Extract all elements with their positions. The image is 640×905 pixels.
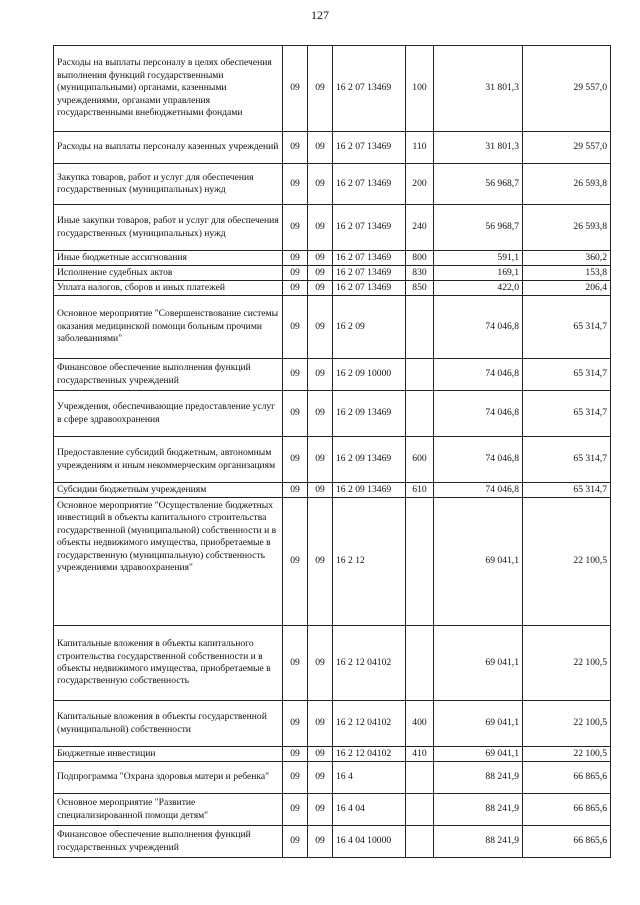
row-subsection: 09 xyxy=(308,747,333,762)
row-amount-actual: 65 314,7 xyxy=(523,437,611,483)
table-row xyxy=(54,281,611,296)
row-subsection: 09 xyxy=(308,251,333,266)
row-amount-actual: 65 314,7 xyxy=(523,391,611,437)
row-expense-type xyxy=(406,762,434,794)
budget-table xyxy=(53,45,611,858)
row-target-article: 16 2 12 04102 xyxy=(333,626,406,701)
row-amount-plan: 69 041,1 xyxy=(434,498,523,626)
table-row xyxy=(54,46,611,132)
row-subsection: 09 xyxy=(308,296,333,359)
row-name: Предоставление субсидий бюджетным, автономным учреждениям и иным некоммерческим организациям xyxy=(54,437,283,483)
row-name: Бюджетные инвестиции xyxy=(54,747,283,762)
row-section: 09 xyxy=(283,281,308,296)
table-row xyxy=(54,498,611,626)
table-row xyxy=(54,296,611,359)
row-name: Иные бюджетные ассигнования xyxy=(54,251,283,266)
row-section: 09 xyxy=(283,296,308,359)
row-section: 09 xyxy=(283,132,308,164)
table-row xyxy=(54,132,611,164)
row-expense-type xyxy=(406,826,434,858)
row-amount-actual: 66 865,6 xyxy=(523,826,611,858)
table-row xyxy=(54,205,611,251)
row-name: Субсидии бюджетным учреждениям xyxy=(54,483,283,498)
row-subsection: 09 xyxy=(308,359,333,391)
row-expense-type: 830 xyxy=(406,266,434,281)
row-amount-plan: 591,1 xyxy=(434,251,523,266)
row-target-article: 16 2 07 13469 xyxy=(333,132,406,164)
row-amount-plan: 422,0 xyxy=(434,281,523,296)
row-expense-type: 200 xyxy=(406,164,434,205)
row-amount-plan: 74 046,8 xyxy=(434,359,523,391)
row-amount-actual: 26 593,8 xyxy=(523,164,611,205)
row-target-article: 16 2 12 04102 xyxy=(333,701,406,747)
row-amount-actual: 22 100,5 xyxy=(523,747,611,762)
table-row xyxy=(54,483,611,498)
row-amount-actual: 22 100,5 xyxy=(523,626,611,701)
row-target-article: 16 2 07 13469 xyxy=(333,266,406,281)
row-section: 09 xyxy=(283,794,308,826)
table-row xyxy=(54,164,611,205)
row-amount-actual: 153,8 xyxy=(523,266,611,281)
table-row xyxy=(54,762,611,794)
row-amount-actual: 66 865,6 xyxy=(523,762,611,794)
row-amount-plan: 88 241,9 xyxy=(434,762,523,794)
row-section: 09 xyxy=(283,251,308,266)
row-target-article: 16 2 09 xyxy=(333,296,406,359)
row-name: Учреждения, обеспечивающие предоставление услуг в сфере здравоохранения xyxy=(54,391,283,437)
row-name: Уплата налогов, сборов и иных платежей xyxy=(54,281,283,296)
row-section: 09 xyxy=(283,498,308,626)
table-row xyxy=(54,826,611,858)
row-target-article: 16 2 09 13469 xyxy=(333,391,406,437)
row-amount-actual: 26 593,8 xyxy=(523,205,611,251)
row-section: 09 xyxy=(283,359,308,391)
row-expense-type: 240 xyxy=(406,205,434,251)
row-section: 09 xyxy=(283,266,308,281)
row-expense-type: 400 xyxy=(406,701,434,747)
row-section: 09 xyxy=(283,164,308,205)
row-target-article: 16 2 07 13469 xyxy=(333,46,406,132)
row-subsection: 09 xyxy=(308,498,333,626)
row-subsection: 09 xyxy=(308,437,333,483)
row-name: Расходы на выплаты персоналу в целях обеспечения выполнения функций государственными (муниципальными) органами, казенными учреждениями, органами управления государственными внебюджетными фондами xyxy=(54,46,283,132)
row-amount-plan: 56 968,7 xyxy=(434,205,523,251)
row-subsection: 09 xyxy=(308,132,333,164)
row-name: Финансовое обеспечение выполнения функций государственных учреждений xyxy=(54,359,283,391)
row-amount-plan: 56 968,7 xyxy=(434,164,523,205)
row-subsection: 09 xyxy=(308,762,333,794)
row-expense-type: 610 xyxy=(406,483,434,498)
table-row xyxy=(54,359,611,391)
row-name: Основное мероприятие "Осуществление бюджетных инвестиций в объекты капитального строительства государственной (муниципальной) собственности и в объекты недвижимого имущества, приобретаемые в государственную (муниципальную) собственность учреждениями здравоохранения" xyxy=(54,498,283,626)
row-amount-plan: 69 041,1 xyxy=(434,626,523,701)
row-target-article: 16 2 07 13469 xyxy=(333,251,406,266)
row-name: Основное мероприятие "Развитие специализированной помощи детям" xyxy=(54,794,283,826)
row-subsection: 09 xyxy=(308,794,333,826)
row-subsection: 09 xyxy=(308,266,333,281)
row-subsection: 09 xyxy=(308,701,333,747)
row-amount-actual: 66 865,6 xyxy=(523,794,611,826)
row-target-article: 16 2 09 10000 xyxy=(333,359,406,391)
page-number: 127 xyxy=(311,8,329,22)
row-name: Иные закупки товаров, работ и услуг для обеспечения государственных (муниципальных) нужд xyxy=(54,205,283,251)
row-name: Капитальные вложения в объекты государственной (муниципальной) собственности xyxy=(54,701,283,747)
row-target-article: 16 2 07 13469 xyxy=(333,281,406,296)
row-name: Финансовое обеспечение выполнения функций государственных учреждений xyxy=(54,826,283,858)
row-subsection: 09 xyxy=(308,46,333,132)
row-target-article: 16 4 04 xyxy=(333,794,406,826)
row-expense-type: 600 xyxy=(406,437,434,483)
row-amount-actual: 22 100,5 xyxy=(523,701,611,747)
row-expense-type xyxy=(406,498,434,626)
row-amount-actual: 65 314,7 xyxy=(523,296,611,359)
row-target-article: 16 2 12 xyxy=(333,498,406,626)
row-expense-type xyxy=(406,359,434,391)
table-row xyxy=(54,701,611,747)
row-amount-actual: 29 557,0 xyxy=(523,132,611,164)
row-subsection: 09 xyxy=(308,826,333,858)
row-subsection: 09 xyxy=(308,483,333,498)
row-amount-plan: 169,1 xyxy=(434,266,523,281)
table-row xyxy=(54,266,611,281)
row-subsection: 09 xyxy=(308,391,333,437)
row-expense-type xyxy=(406,794,434,826)
row-subsection: 09 xyxy=(308,626,333,701)
row-expense-type: 110 xyxy=(406,132,434,164)
row-amount-plan: 74 046,8 xyxy=(434,437,523,483)
row-amount-actual: 22 100,5 xyxy=(523,498,611,626)
row-section: 09 xyxy=(283,826,308,858)
row-target-article: 16 2 09 13469 xyxy=(333,437,406,483)
row-target-article: 16 2 07 13469 xyxy=(333,205,406,251)
row-amount-plan: 74 046,8 xyxy=(434,296,523,359)
row-target-article: 16 2 07 13469 xyxy=(333,164,406,205)
row-amount-plan: 31 801,3 xyxy=(434,132,523,164)
row-amount-plan: 74 046,8 xyxy=(434,391,523,437)
table-row xyxy=(54,251,611,266)
row-expense-type xyxy=(406,391,434,437)
table-row xyxy=(54,794,611,826)
row-subsection: 09 xyxy=(308,281,333,296)
row-section: 09 xyxy=(283,437,308,483)
row-amount-plan: 88 241,9 xyxy=(434,794,523,826)
table-row xyxy=(54,747,611,762)
row-amount-plan: 74 046,8 xyxy=(434,483,523,498)
row-expense-type: 800 xyxy=(406,251,434,266)
row-amount-plan: 69 041,1 xyxy=(434,701,523,747)
row-amount-actual: 29 557,0 xyxy=(523,46,611,132)
row-name: Основное мероприятие "Совершенствование системы оказания медицинской помощи больным прочими заболеваниями" xyxy=(54,296,283,359)
row-name: Исполнение судебных актов xyxy=(54,266,283,281)
table-row xyxy=(54,626,611,701)
row-section: 09 xyxy=(283,205,308,251)
table-row xyxy=(54,437,611,483)
row-amount-actual: 65 314,7 xyxy=(523,359,611,391)
row-name: Расходы на выплаты персоналу казенных учреждений xyxy=(54,132,283,164)
row-expense-type: 850 xyxy=(406,281,434,296)
row-amount-actual: 360,2 xyxy=(523,251,611,266)
row-target-article: 16 2 09 13469 xyxy=(333,483,406,498)
row-subsection: 09 xyxy=(308,164,333,205)
row-amount-actual: 65 314,7 xyxy=(523,483,611,498)
row-amount-plan: 88 241,9 xyxy=(434,826,523,858)
row-expense-type xyxy=(406,296,434,359)
row-section: 09 xyxy=(283,747,308,762)
row-expense-type: 410 xyxy=(406,747,434,762)
row-name: Подпрограмма "Охрана здоровья матери и ребенка" xyxy=(54,762,283,794)
row-name: Капитальные вложения в объекты капитального строительства государственной собственности и в объекты недвижимого имущества, приобретаемые в государственную собственность xyxy=(54,626,283,701)
row-name: Закупка товаров, работ и услуг для обеспечения государственных (муниципальных) нужд xyxy=(54,164,283,205)
row-expense-type: 100 xyxy=(406,46,434,132)
row-section: 09 xyxy=(283,391,308,437)
row-section: 09 xyxy=(283,46,308,132)
row-target-article: 16 4 xyxy=(333,762,406,794)
row-amount-plan: 31 801,3 xyxy=(434,46,523,132)
row-expense-type xyxy=(406,626,434,701)
row-target-article: 16 4 04 10000 xyxy=(333,826,406,858)
row-section: 09 xyxy=(283,701,308,747)
table-row xyxy=(54,391,611,437)
row-section: 09 xyxy=(283,483,308,498)
row-amount-plan: 69 041,1 xyxy=(434,747,523,762)
row-amount-actual: 206,4 xyxy=(523,281,611,296)
row-section: 09 xyxy=(283,626,308,701)
row-subsection: 09 xyxy=(308,205,333,251)
row-section: 09 xyxy=(283,762,308,794)
row-target-article: 16 2 12 04102 xyxy=(333,747,406,762)
